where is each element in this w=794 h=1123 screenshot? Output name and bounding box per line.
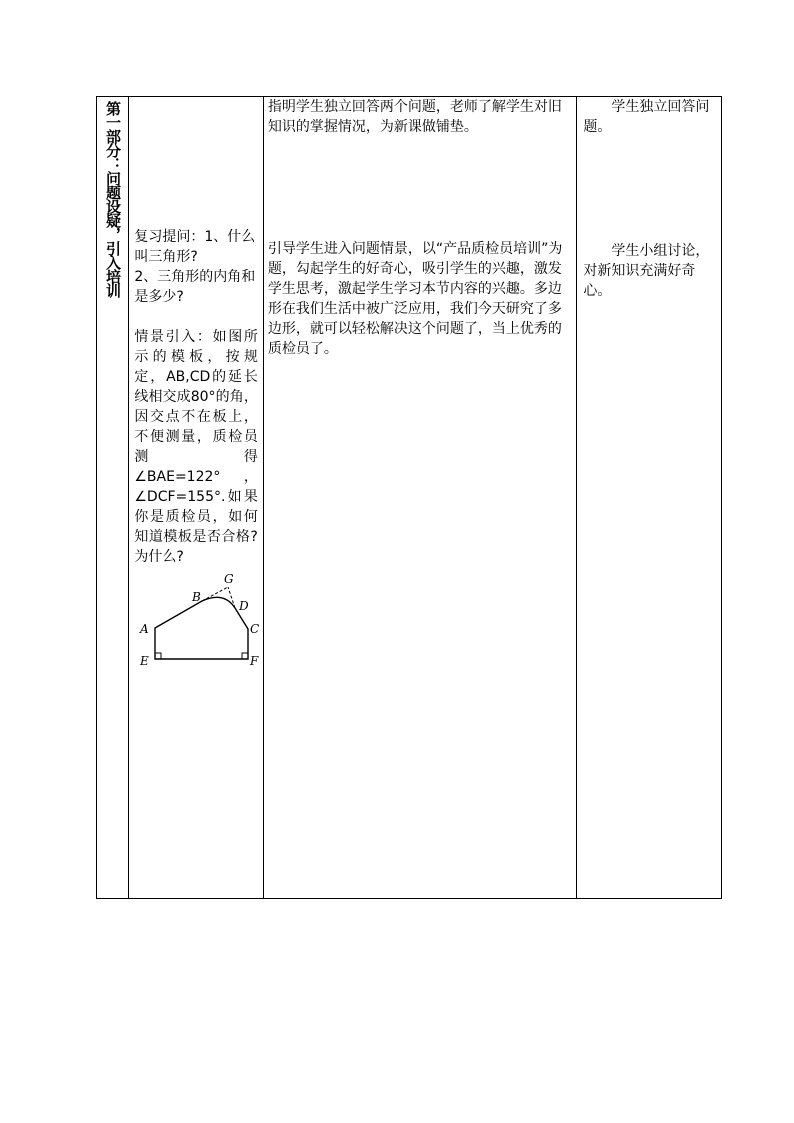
right-angle-e bbox=[155, 653, 161, 659]
label-g: G bbox=[224, 573, 234, 586]
label-a: A bbox=[140, 622, 150, 636]
scenario-text: 情景引入：如图所示的模板，按规定，AB,CD的延长线相交成80°的角，因交点不在板上，不便测量，质检员测得∠BAE=122°，∠DCF=155°.如果你是质检员，如何知道模板是否合格?为什么? bbox=[134, 329, 258, 565]
section-label: 第一部分：问题设疑，引入培训 bbox=[104, 101, 122, 297]
label-d: D bbox=[239, 599, 249, 613]
student-activity-1: 学生独立回答问题。 bbox=[583, 99, 710, 135]
right-angle-f bbox=[242, 653, 248, 659]
teacher-activity-1: 指明学生独立回答两个问题，老师了解学生对旧知识的掌握情况，为新课做铺垫。 bbox=[267, 99, 562, 135]
student-activity-cell bbox=[577, 97, 722, 899]
label-f: F bbox=[250, 654, 259, 668]
label-e: E bbox=[140, 654, 150, 668]
label-b: B bbox=[192, 590, 202, 604]
extension-cd bbox=[228, 587, 235, 608]
content-cell bbox=[129, 97, 264, 899]
template-diagram bbox=[136, 573, 261, 673]
label-c: C bbox=[250, 622, 260, 636]
review-line-2: 2、三角形的内角和是多少? bbox=[134, 269, 256, 305]
section-cell bbox=[97, 97, 129, 899]
review-question bbox=[134, 227, 258, 307]
scenario-intro bbox=[134, 327, 258, 567]
review-line-1: 复习提问：1、什么叫三角形? bbox=[134, 229, 256, 265]
lesson-plan-table bbox=[96, 96, 722, 899]
teacher-activity-2: 引导学生进入问题情景，以“产品质检员培训”为题，勾起学生的好奇心，吸引学生的兴趣，激发学生思考，激起学生学习本节内容的兴趣。多边形在我们生活中被广泛应用，我们今天研究了多边形，就可以轻松解决这个问题了，当上优秀的质检员了。 bbox=[267, 241, 563, 357]
student-activity-2: 学生小组讨论，对新知识充满好奇心。 bbox=[583, 243, 710, 299]
teacher-activity-cell bbox=[263, 97, 577, 899]
table-row bbox=[97, 97, 722, 899]
template-figure bbox=[136, 573, 258, 679]
